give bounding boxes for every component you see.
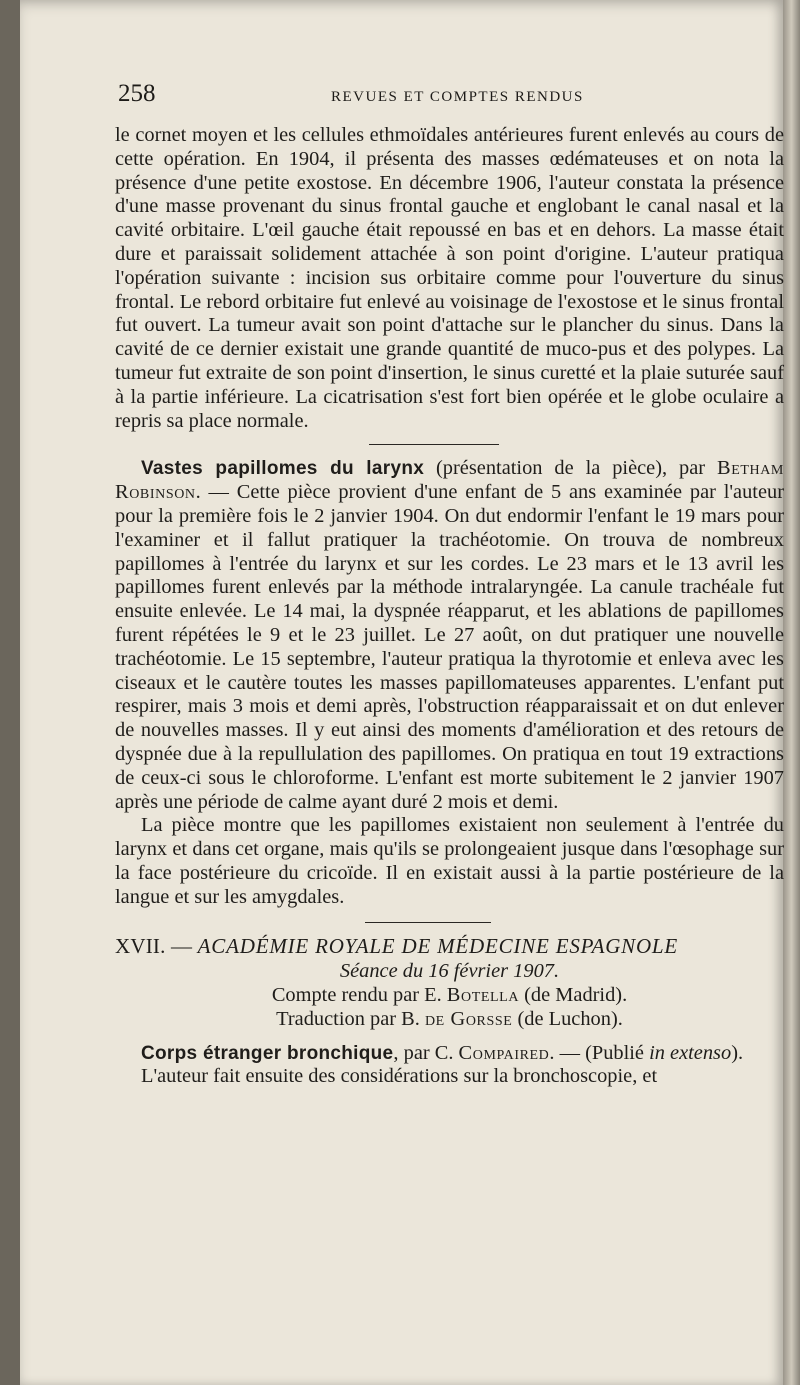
report-credit bbox=[115, 984, 784, 1008]
translation-credit bbox=[115, 1008, 784, 1032]
translation-author: Gorsse bbox=[444, 1007, 513, 1030]
article-heading-rest: (présentation de la pièce), par bbox=[424, 457, 717, 480]
translation-prefix: Traduction par B. bbox=[276, 1007, 425, 1030]
article3-body: L'auteur fait ensuite des considérations sur la bronchoscopie, et bbox=[141, 1065, 658, 1088]
page-edge-shadow bbox=[783, 0, 800, 1385]
paragraph-exostose-case: le cornet moyen et les cellules ethmoïdales antérieures furent enlevés au cours de cette opération. En 1904, il présenta des masses œdémateuses et on nota la présence d'une petite exostose. En décembre 1906, l'auteur constata la présence d'une masse provenant du sinus frontal gauche et englobant le canal nasal et la cavité orbitaire. L'œil gauche était repoussé en bas et en dehors. La masse était dure et paraissait solidement attachée à son point d'origine. L'auteur pratiqua l'opération suivante : incision sus orbitaire comme pour l'ouverture du sinus frontal. Le rebord orbitaire fut enlevé au voisinage de l'exostose et le sinus frontal fut ouvert. La tumeur avait son point d'attache sur le plancher du sinus. Dans la cavité de ce dernier existait une grande quantité de muco-pus et des polypes. La tumeur fut extraite de son point d'insertion, le sinus curetté et la plaie suturée sauf à la partie inférieure. La cicatrisation s'est fort bien opérée et le globe oculaire a repris sa place normale. bbox=[115, 124, 784, 432]
article3-rest: . — (Publié bbox=[549, 1041, 650, 1064]
page-body bbox=[115, 124, 784, 1089]
page-number: 258 bbox=[118, 80, 156, 107]
running-head: REVUES ET COMPTES RENDUS bbox=[331, 89, 584, 105]
report-credit-suffix: (de Madrid). bbox=[519, 984, 628, 1007]
article3-by: , par C. bbox=[393, 1041, 459, 1064]
session-date: Séance du 16 février 1907. bbox=[339, 960, 560, 983]
spacer bbox=[115, 1032, 784, 1042]
section-number: XVII. — bbox=[115, 933, 198, 958]
translation-suffix: (de Luchon). bbox=[512, 1007, 623, 1030]
page-header bbox=[118, 80, 768, 114]
separator-rule bbox=[369, 444, 499, 445]
separator-rule bbox=[365, 922, 491, 923]
article3-in-extenso: in extenso bbox=[649, 1041, 732, 1064]
report-author: Botella bbox=[446, 984, 520, 1007]
report-credit-prefix: Compte rendu par E. bbox=[271, 984, 447, 1007]
article3-close: ). bbox=[731, 1041, 744, 1064]
section-title bbox=[115, 935, 784, 959]
article-papillomes bbox=[115, 457, 784, 814]
article3-heading: Corps étranger bronchique bbox=[141, 1042, 394, 1064]
article-papillomes-followup: La pièce montre que les papillomes existaient non seulement à l'entrée du larynx et dans cet organe, mais qu'ils se prolongeaient jusque dans l'œsophage sur la face postérieure du cricoïde. Il en existait aussi à la partie postérieure de la langue et sur les amygdales. bbox=[115, 814, 784, 908]
article3-author: Compaired bbox=[458, 1041, 550, 1064]
translation-de: de bbox=[424, 1007, 445, 1030]
article-heading: Vastes papillomes du larynx bbox=[141, 458, 425, 480]
article-body: . — Cette pièce provient d'une enfant de 5 ans examinée par l'auteur pour la première fois le 2 janvier 1904. On dut endormir l'enfant le 19 mars pour l'examiner et il fallut pratiquer la trachéotomie. On trouva de nombreux papillomes à l'entrée du larynx et sur les cordes. Le 23 mars et le 13 avril les papillomes furent enlevés par la méthode intralaryngée. La canule trachéale fut ensuite enlevée. Le 14 mai, la dyspnée réapparut, et les ablations de papillomes furent répétées le 9 et le 23 juillet. Le 27 août, on dut pratiquer une nouvelle trachéotomie. Le 15 septembre, l'auteur pratiqua la thyrotomie et enleva avec les ciseaux et le cautère toutes les masses papillomateuses apparentes. L'enfant put respirer, mais 3 mois et demi après, l'obstruction réapparaissait et on dut enlever de nouvelles masses. Il y eut ainsi des moments d'amélioration et des retours de dyspnée due à la repullulation des papillomes. On pratiqua en tout 19 extractions de ceux-ci sous le chloroforme. L'enfant est morte subitement le 2 janvier 1907 après une période de calme ayant duré 2 mois et demi. bbox=[115, 481, 784, 813]
article-author: Betham Robinson bbox=[115, 457, 784, 504]
section-title-text: ACADÉMIE ROYALE DE MÉDECINE ESPAGNOLE bbox=[197, 933, 679, 958]
article-corps-etranger bbox=[115, 1042, 784, 1066]
